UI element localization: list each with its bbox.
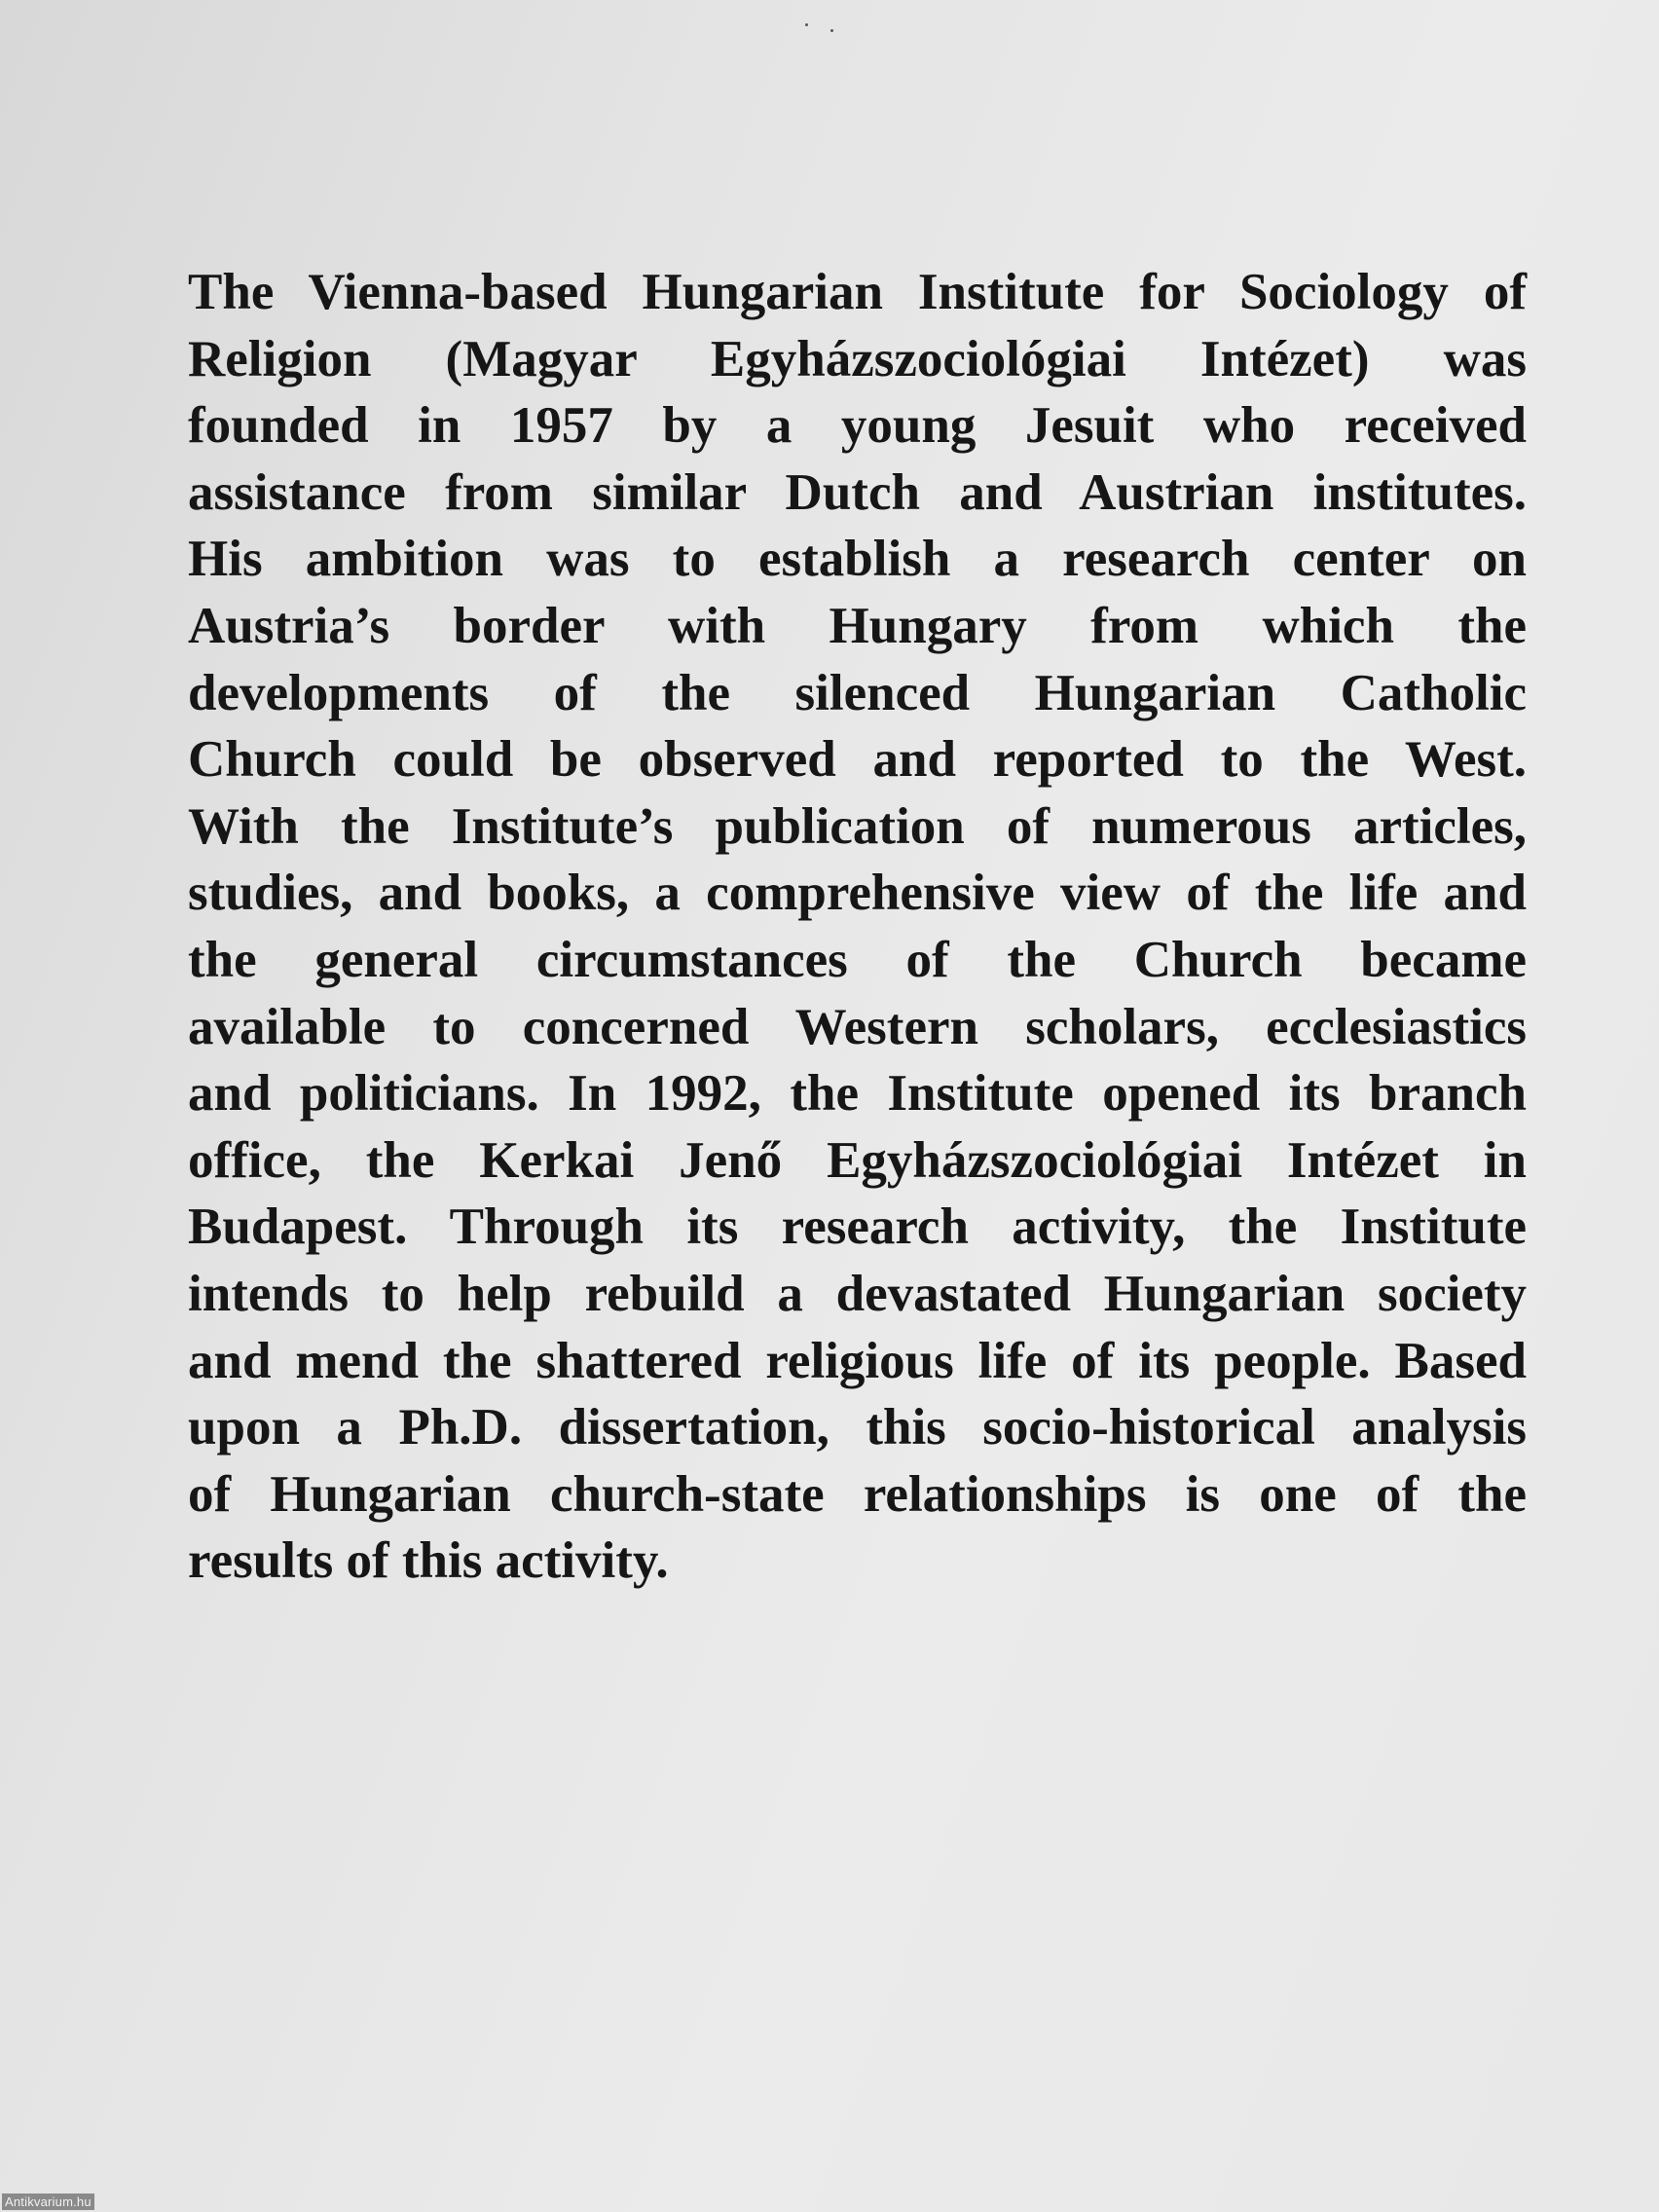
text-line: The Vienna-based Hungarian Institute for Sociology of	[188, 264, 1527, 320]
text-line: intends to help rebuild a devastated Hungarian society	[188, 1265, 1527, 1322]
text-line: upon a Ph.D. dissertation, this socio-historical analysis	[188, 1399, 1527, 1456]
text-line: With the Institute’s publication of numerous articles,	[188, 797, 1527, 855]
text-line: and mend the shattered religious life of its people. Based	[188, 1332, 1527, 1389]
dust-speck	[805, 23, 808, 26]
text-line: of Hungarian church-state relationships is one of the	[188, 1465, 1527, 1523]
dust-speck	[830, 29, 833, 32]
body-paragraph	[188, 259, 1527, 1595]
watermark: Antikvarium.hu	[2, 2194, 94, 2210]
text-line: Religion (Magyar Egyházszociológiai Intézet) was	[188, 330, 1527, 387]
text-line: and politicians. In 1992, the Institute opened its branch	[188, 1065, 1527, 1123]
text-line: His ambition was to establish a research center on	[188, 531, 1527, 588]
text-line: office, the Kerkai Jenő Egyházszociológiai Intézet in	[188, 1131, 1527, 1189]
text-line: studies, and books, a comprehensive view of the life and	[188, 865, 1527, 922]
text-line: available to concerned Western scholars, ecclesiastics	[188, 998, 1527, 1055]
text-line: results of this activity.	[188, 1532, 669, 1590]
text-line: developments of the silenced Hungarian Catholic	[188, 664, 1527, 721]
text-line: assistance from similar Dutch and Austrian institutes.	[188, 463, 1527, 521]
text-line: the general circumstances of the Church became	[188, 931, 1527, 988]
text-line: founded in 1957 by a young Jesuit who received	[188, 397, 1527, 455]
text-line: Austria’s border with Hungary from which the	[188, 597, 1527, 654]
text-line: Budapest. Through its research activity, the Institute	[188, 1198, 1527, 1256]
text-line: Church could be observed and reported to the West.	[188, 731, 1527, 789]
